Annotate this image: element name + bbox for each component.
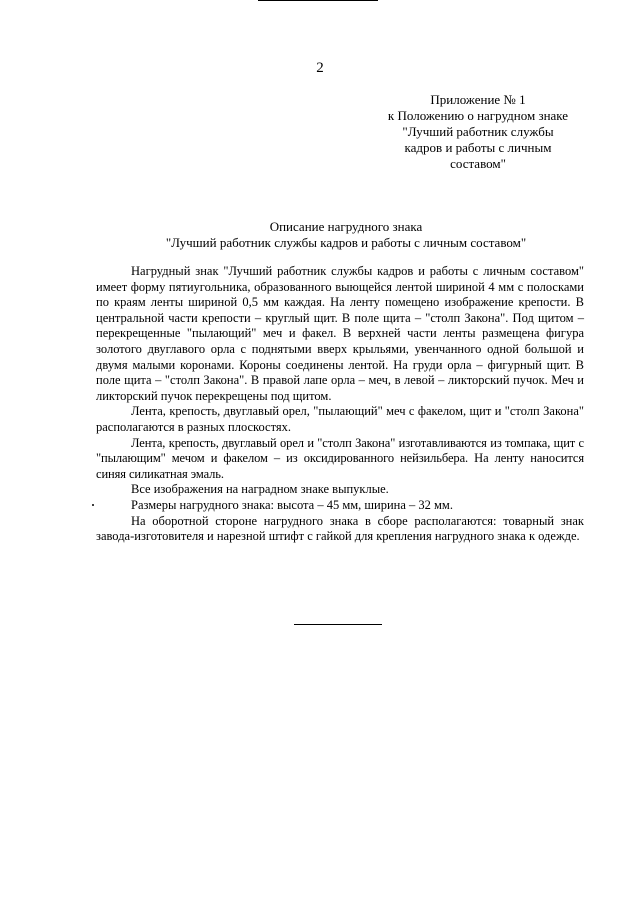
margin-dot	[92, 504, 94, 506]
body-text	[96, 264, 584, 545]
document-title	[96, 219, 596, 251]
paragraph: На оборотной стороне нагрудного знака в сборе располагаются: товарный знак завода-изготовителя и нарезной штифт с гайкой для крепления нагрудного знака к одежде.	[96, 513, 584, 544]
title-line-2: "Лучший работник службы кадров и работы с личным составом"	[165, 235, 527, 250]
top-rule	[258, 0, 378, 1]
paragraph: Все изображения на наградном знаке выпуклые.	[131, 482, 389, 497]
appendix-line: к Положению о нагрудном знаке	[387, 108, 569, 123]
appendix-line: составом"	[450, 156, 506, 171]
appendix-line: Приложение № 1	[430, 92, 526, 107]
appendix-line: кадров и работы с личным	[404, 140, 552, 155]
paragraph: Размеры нагрудного знака: высота – 45 мм, ширина – 32 мм.	[131, 497, 453, 512]
title-line-1: Описание нагрудного знака	[269, 219, 423, 234]
appendix-line: "Лучший работник службы	[402, 124, 554, 139]
paragraph: Нагрудный знак "Лучший работник службы кадров и работы с личным составом" имеет форму пятиугольника, образованного выющейся лентой шириной 4 мм с полосками по краям ленты шириной 0,5 мм каждая. На ленту помещено изображение крепости. В центральной части крепости – круглый щит. В поле щита – "столп Закона". Под щитом – перекрещенные "пылающий" меч и факел. В верхней части ленты размещена фигура золотого двуглавого орла с поднятыми вверх крыльями, увенчанного одной большой и двумя малыми коронами. Короны соединены лентой. На груди орла – фигурный щит. В поле щита – "столп Закона". В правой лапе орла – меч, в левой – ликторский пучок. Меч и ликторский пучок перекрещены под щитом.	[96, 264, 584, 403]
bottom-rule	[294, 624, 382, 625]
paragraph: Лента, крепость, двуглавый орел и "столп Закона" изготавливаются из томпака, щит с "пылающим" мечом и факелом – из оксидированного нейзильбера. На ленту наносится синяя силикатная эмаль.	[96, 435, 584, 481]
paragraph: Лента, крепость, двуглавый орел, "пылающий" меч с факелом, щит и "столп Закона" располагаются в разных плоскостях.	[96, 404, 584, 434]
page-number: 2	[316, 60, 324, 76]
appendix-header	[378, 92, 578, 172]
